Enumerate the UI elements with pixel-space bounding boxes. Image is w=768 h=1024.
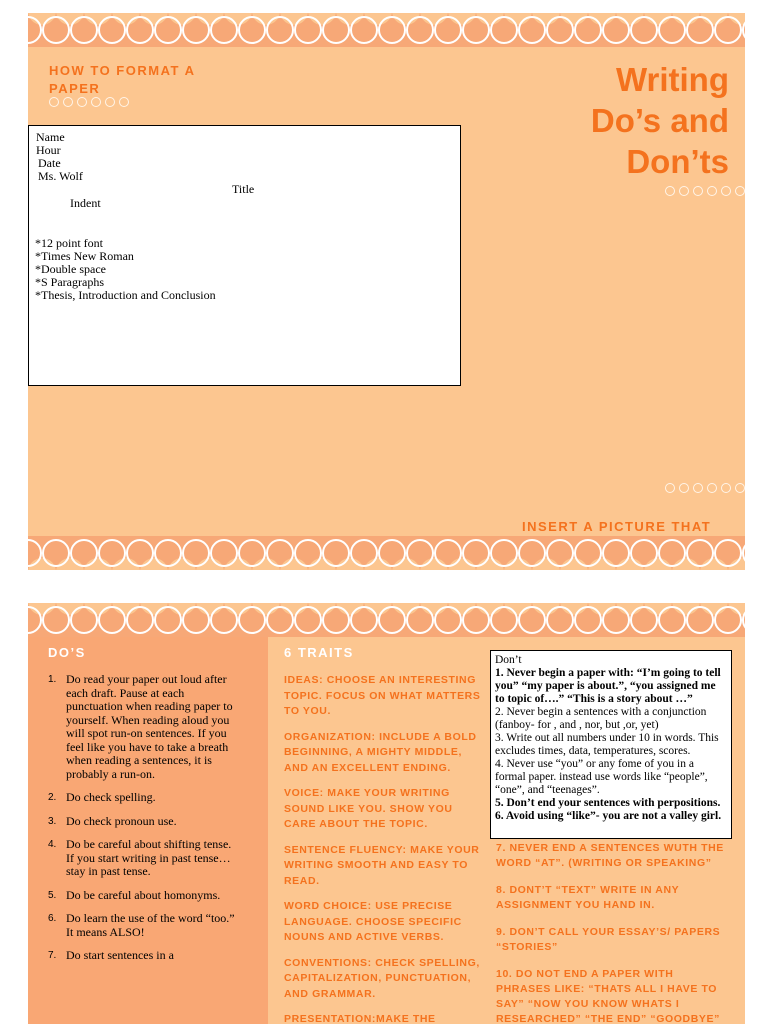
format-rule: *Times New Roman (35, 249, 134, 263)
dos-item-number: 7. (48, 950, 57, 961)
dos-item-number: 3. (48, 815, 57, 827)
trait-item: CONVENTIONS: CHECK SPELLING, CAPITALIZATION, PUNCTUATION, AND GRAMMAR. (284, 956, 480, 1000)
format-hour: Hour (36, 143, 61, 157)
brochure-title (591, 59, 729, 182)
top-scallop-border (28, 603, 745, 637)
decor-dots-left (49, 97, 129, 107)
donts-more-item: 9. DON’T CALL YOUR ESSAY’S/ PAPERS “STORIES” (496, 926, 721, 953)
insert-picture-caption: INSERT A PICTURE THAT (522, 519, 712, 534)
trait-item: VOICE: MAKE YOUR WRITING SOUND LIKE YOU. SHOW YOU CARE ABOUT THE TOPIC. (284, 787, 453, 830)
dos-item-number: 2. (48, 792, 57, 803)
dos-item-number: 4. (48, 839, 57, 850)
donts-item: 3. Write out all numbers under 10 in words. This excludes times, data, temperatures, scores. (495, 732, 719, 757)
donts-more-item: 8. DONT’T “TEXT” WRITE IN ANY ASSIGNMENT YOU HAND IN. (496, 884, 680, 911)
donts-heading: Don’t (495, 654, 522, 666)
traits-heading: 6 TRAITS (284, 645, 354, 660)
dos-heading: DO’S (48, 645, 86, 660)
trait-item: WORD CHOICE: USE PRECISE LANGUAGE. CHOOSE SPECIFIC NOUNS AND ACTIVE VERBS. (284, 900, 462, 943)
top-scallop-border (28, 13, 745, 47)
dos-item-text: Do be careful about shifting tense. If you start writing in past tense…stay in past tense. (66, 837, 232, 878)
traits-list (284, 673, 484, 1024)
format-rule: *S Paragraphs (35, 275, 104, 289)
format-teacher: Ms. Wolf (38, 169, 83, 183)
donts-more-item: 10. DO NOT END A PAPER WITH PHRASES LIKE: “THATS ALL I HAVE TO SAY” “NOW YOU KNOW WHATS I RESEARCHED” “THE END” “GOODBYE” (496, 968, 720, 1024)
dos-item (48, 837, 236, 879)
format-date: Date (38, 156, 61, 170)
trait-item: SENTENCE FLUENCY: MAKE YOUR WRITING SMOOTH AND EASY TO READ. (284, 843, 480, 887)
dos-item (48, 813, 236, 829)
title-line: Do’s and (590, 102, 729, 139)
decor-dots-right (665, 186, 745, 196)
dos-item-text: Do check pronoun use. (66, 813, 177, 828)
format-rule: *Double space (35, 262, 106, 276)
format-example-box (28, 125, 461, 386)
format-title-label: Title (232, 182, 255, 196)
donts-item: 4. Never use “you” or any fome of you in a formal paper. instead use words like “people”, “one”, and “teenages”. (495, 758, 708, 796)
format-name: Name (36, 130, 65, 144)
dos-list (48, 672, 236, 973)
dos-item-text: Do check spelling. (66, 790, 156, 804)
donts-item: 5. Don’t end your sentences with perpositions. (495, 797, 721, 809)
dos-item-number: 6. (48, 913, 57, 924)
format-rule: *12 point font (35, 236, 103, 250)
dos-item (48, 672, 236, 781)
format-rule: *Thesis, Introduction and Conclusion (35, 288, 216, 302)
trait-item: ORGANIZATION: INCLUDE A BOLD BEGINNING, A MIGHTY MIDDLE, AND AN EXCELLENT ENDING. (284, 730, 477, 774)
dos-item (48, 887, 236, 903)
dos-item (48, 790, 236, 805)
dos-item (48, 948, 236, 963)
brochure-front-panel (28, 13, 745, 570)
dos-column (28, 637, 268, 1024)
dos-item (48, 911, 236, 939)
trait-item: IDEAS: CHOOSE AN INTERESTING TOPIC. FOCUS ON WHAT MATTERS TO YOU. (284, 674, 481, 717)
brochure-inside-panel (28, 603, 745, 1024)
bottom-scallop-border (28, 536, 745, 570)
dos-item-text: Do start sentences in a (66, 948, 174, 962)
donts-more-item: 7. NEVER END A SENTENCES WUTH THE WORD “AT”. (WRITING OR SPEAKING” (496, 842, 724, 869)
title-line: Writing (615, 61, 729, 98)
donts-item: 1. Never begin a paper with: “I’m going to tell you” “my paper is about.”, “you assigned me to topic of….” “This is a story about …” (495, 667, 721, 705)
donts-item: 6. Avoid using “like”- you are not a valley girl. (495, 810, 722, 822)
donts-box (490, 650, 732, 839)
decor-dots-bottom (665, 483, 745, 493)
format-rules (35, 237, 216, 302)
trait-item: PRESENTATION:MAKE THE (284, 1013, 436, 1024)
title-line: Don’ts (626, 143, 729, 180)
dos-item-number: 1. (48, 674, 57, 685)
dos-item-number: 5. (48, 889, 57, 901)
donts-more-list (496, 841, 731, 1024)
donts-item: 2. Never begin a sentences with a conjunction (fanboy- for , and , nor, but ,or, yet) (495, 706, 707, 731)
dos-item-text: Do read your paper out loud after each draft. Pause at each punctuation when reading paper to yourself. When reading aloud you will spot run-on sentences. If you feel like you have to take a breath when reading a sentences, it is probably a run-on. (66, 672, 233, 781)
format-indent-label: Indent (70, 196, 101, 210)
how-to-format-heading: HOW TO FORMAT A PAPER (49, 63, 195, 96)
dos-item-text: Do learn the use of the word “too.” It means ALSO! (66, 911, 235, 939)
dos-item-text: Do be careful about homonyms. (66, 887, 221, 902)
